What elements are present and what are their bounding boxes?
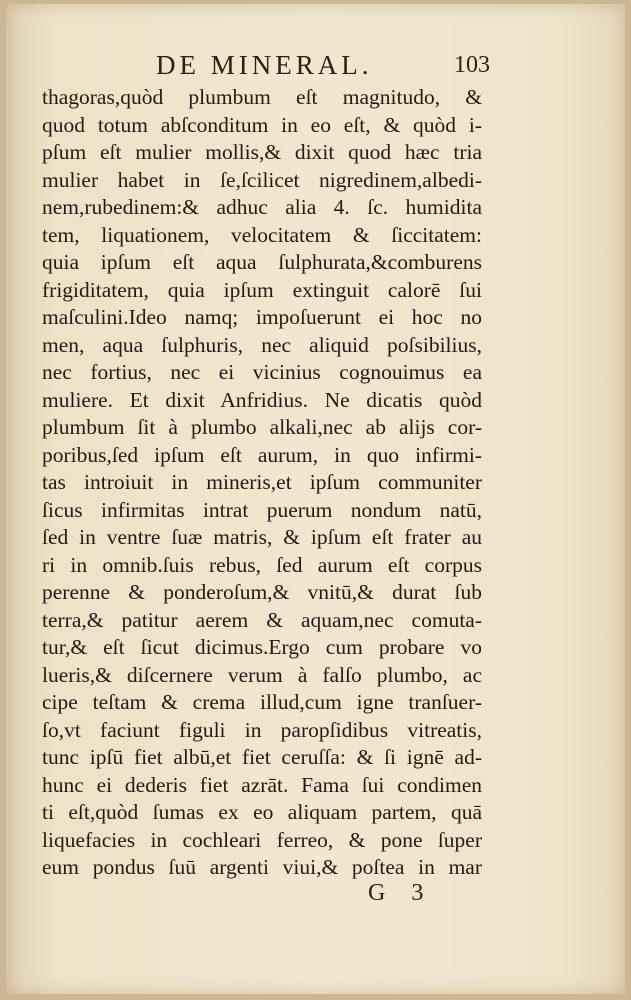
text-line: tunc ipſū fiet albū,et fiet ceruſſa: & ſi ignē ad- [42,745,482,769]
text-line: nem,rubedinem:& adhuc alia 4. ſc. humidita [42,195,482,219]
page-number: 103 [454,52,490,78]
text-line: mulier habet in ſe,ſcilicet nigredinem,albedi- [42,167,482,192]
text-line: terra,& patitur aerem & aquam,nec comuta- [42,607,482,632]
text-line: plumbum ſit à plumbo alkali,nec ab alijs cor- [42,415,482,439]
text-line: ſo,vt faciunt figuli in paropſidibus vitreatis, [42,717,482,742]
text-line: eum pondus ſuū argenti viui,& poſtea in mar [42,855,482,879]
text-line: tas introiuit in mineris,et ipſum communiter [42,470,482,494]
text-line: ſed in ventre ſuæ matris, & ipſum eſt frater au [42,525,482,549]
text-line: ri in omnib.ſuis rebus, ſed aurum eſt corpus [42,552,482,577]
text-line: liquefacies in cochleari ferreo, & pone ſuper [42,827,482,852]
text-line: quia ipſum eſt aqua ſulphurata,&comburens [42,250,482,274]
text-line: perenne & ponderoſum,& vnitū,& durat ſub [42,580,482,604]
book-page [6,4,625,994]
text-line: thagoras,quòd plumbum eſt magnitudo, & [42,85,482,109]
text-line: poribus,ſed ipſum eſt aurum, in quo infirmi- [42,442,482,467]
text-line: pſum eſt mulier mollis,& dixit quod hæc tria [42,140,482,164]
text-line: lueris,& diſcernere verum à falſo plumbo, ac [42,662,482,687]
text-line: muliere. Et dixit Anfridius. Ne dicatis quòd [42,387,482,412]
body-text [42,84,482,882]
text-line: ti eſt,quòd ſumas ex eo aliquam partem, quā [42,800,482,824]
text-line: frigiditatem, quia ipſum extinguit calorē ſui [42,277,482,302]
text-line: ſicus infirmitas intrat puerum nondum natū, [42,497,482,522]
signature-mark: G 3 [368,880,434,906]
text-line: maſculini.Ideo namq; impoſuerunt ei hoc no [42,305,482,329]
text-line: tur,& eſt ſicut dicimus.Ergo cum probare vo [42,635,482,659]
text-line: tem, liquationem, velocitatem & ſiccitatem: [42,222,482,247]
text-line: cipe teſtam & crema illud,cum igne tranſuer- [42,690,482,714]
page-header [6,50,625,86]
text-line: men, aqua ſulphuris, nec aliquid poſsibilius, [42,332,482,357]
running-head: DE MINERAL. [156,50,373,80]
text-line: nec fortius, nec ei vicinius cognouimus ea [42,360,482,384]
text-line: hunc ei dederis fiet azrāt. Fama ſui condimen [42,772,482,797]
text-line: quod totum abſconditum in eo eſt, & quòd i- [42,112,482,137]
